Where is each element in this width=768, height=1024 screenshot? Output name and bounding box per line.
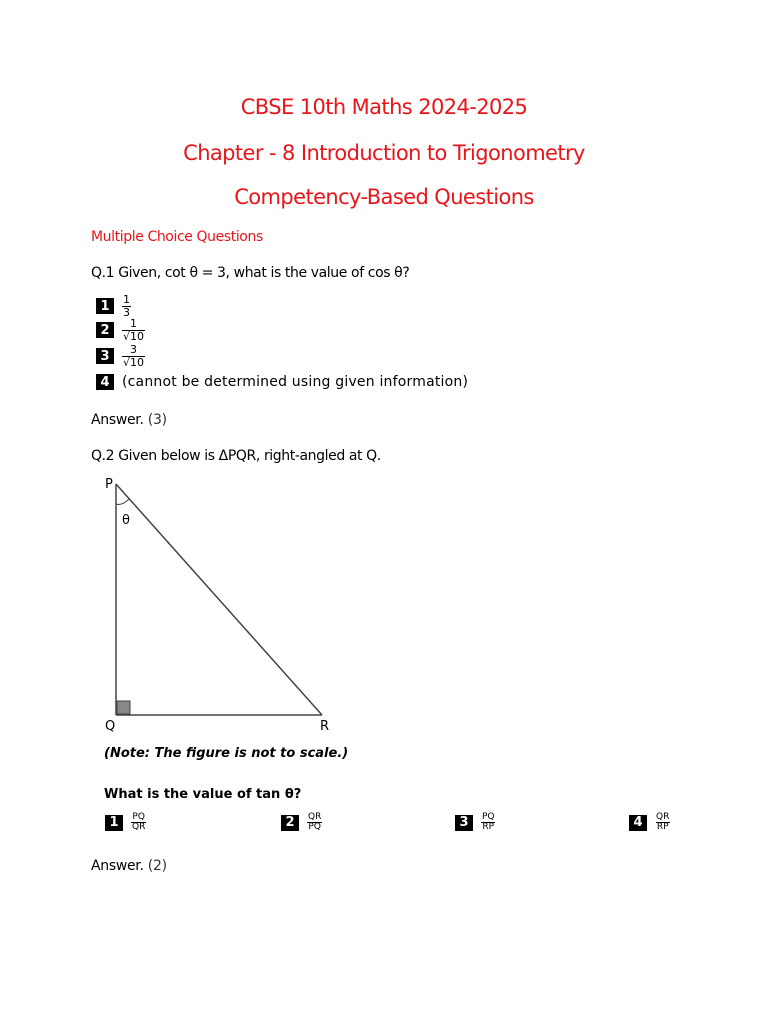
fraction [122, 294, 131, 318]
answer-1 [91, 412, 167, 428]
q1-option-1 [96, 294, 131, 318]
denominator: PQ [308, 822, 321, 833]
option-badge: 1 [96, 298, 114, 314]
section-heading: Multiple Choice Questions [91, 229, 263, 245]
answer-2 [91, 858, 167, 874]
numerator: QR [308, 812, 322, 822]
fraction [122, 318, 145, 342]
fraction [122, 344, 145, 368]
numerator: PQ [482, 812, 495, 822]
option-badge: 3 [455, 815, 473, 831]
option-badge: 4 [96, 374, 114, 390]
numerator: 3 [130, 343, 137, 356]
answer-label: Answer. [91, 858, 144, 874]
question-2-prompt: What is the value of tan θ? [104, 787, 302, 802]
denominator: 3 [123, 305, 130, 319]
option-badge: 2 [96, 322, 114, 338]
right-angle-marker [117, 701, 130, 714]
question-2: Q.2 Given below is ΔPQR, right-angled at Q. [91, 448, 381, 464]
denominator: RP [656, 822, 669, 833]
denominator: √10 [123, 355, 145, 369]
fraction [655, 813, 670, 833]
numerator: QR [656, 812, 670, 822]
q1-option-3 [96, 344, 145, 368]
fraction [481, 813, 496, 833]
angle-arc [116, 499, 129, 504]
q1-option-2 [96, 318, 145, 342]
vertex-r-label: R [320, 719, 330, 734]
q2-option-4 [629, 813, 670, 833]
doc-title: CBSE 10th Maths 2024-2025 [240, 95, 528, 119]
subtitle: Competency-Based Questions [234, 185, 534, 209]
numerator: 1 [123, 293, 130, 306]
figure-note: (Note: The figure is not to scale.) [104, 746, 349, 761]
chapter-title: Chapter - 8 Introduction to Trigonometry [183, 141, 585, 165]
denominator: QR [132, 822, 146, 833]
denominator: √10 [123, 329, 145, 343]
option-badge: 2 [281, 815, 299, 831]
numerator: 1 [130, 317, 137, 330]
q1-option-4 [96, 374, 468, 390]
side-pr [116, 484, 322, 715]
theta-label: θ [122, 513, 130, 528]
denominator: RP [482, 822, 495, 833]
option-text: (cannot be determined using given information) [122, 374, 469, 390]
option-badge: 3 [96, 348, 114, 364]
fraction [307, 813, 322, 833]
option-badge: 4 [629, 815, 647, 831]
vertex-p-label: P [105, 477, 113, 492]
q2-option-3 [455, 813, 496, 833]
q2-option-1 [105, 813, 146, 833]
question-1: Q.1 Given, cot θ = 3, what is the value of cos θ? [91, 265, 410, 281]
q2-option-2 [281, 813, 322, 833]
answer-value: (2) [147, 858, 167, 874]
triangle-figure [100, 472, 350, 740]
answer-label: Answer. [91, 412, 144, 428]
option-badge: 1 [105, 815, 123, 831]
answer-value: (3) [147, 412, 167, 428]
fraction [131, 813, 146, 833]
vertex-q-label: Q [105, 719, 116, 734]
numerator: PQ [132, 812, 145, 822]
